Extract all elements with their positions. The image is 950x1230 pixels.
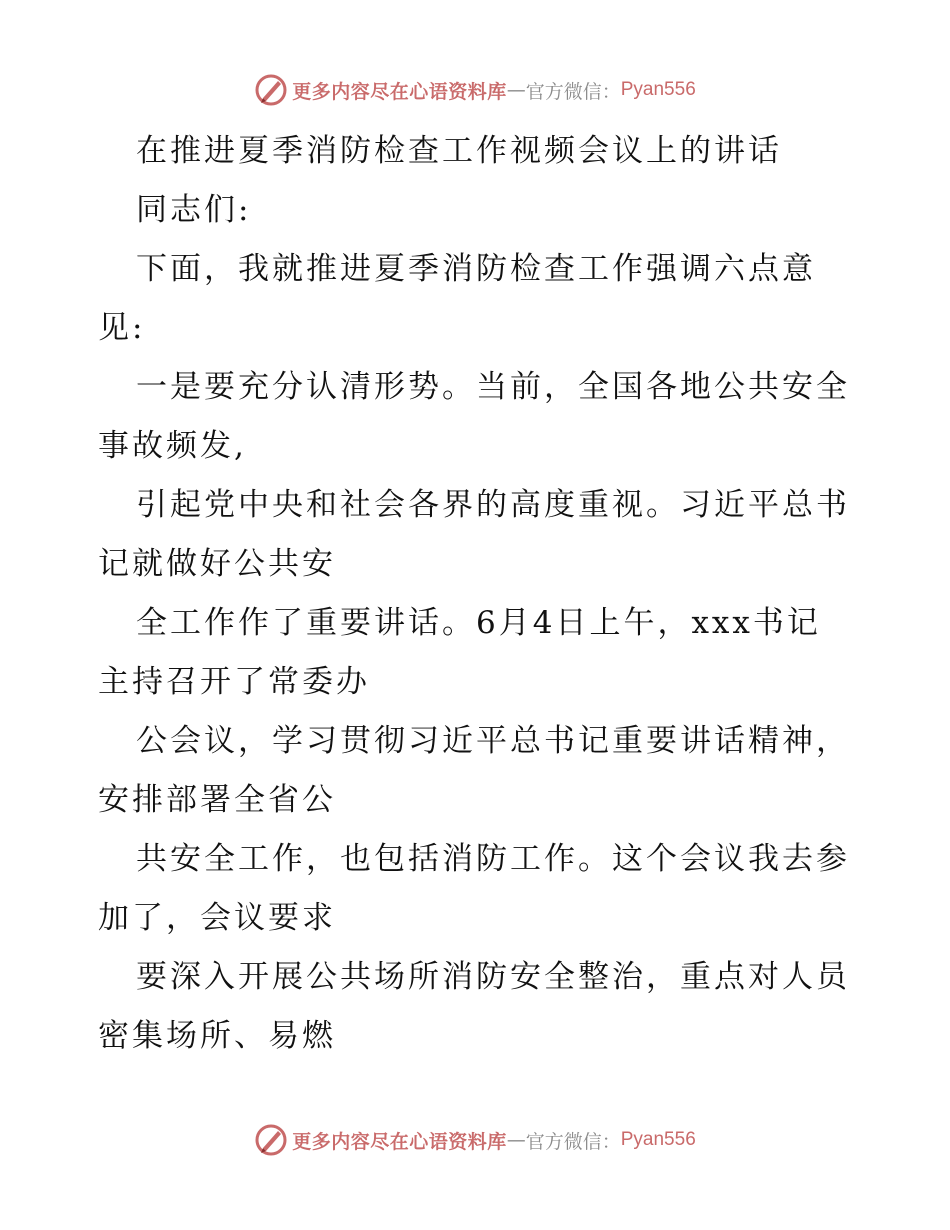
watermark-dash: — — [506, 79, 526, 101]
document-body — [98, 122, 868, 1066]
document-line: 加了，会议要求 — [98, 900, 336, 936]
pen-logo-icon — [254, 73, 288, 107]
document-line: 在推进夏季消防检查工作视频会议上的讲话 — [136, 133, 782, 169]
document-line: 事故频发, — [98, 428, 247, 464]
document-line: 公会议，学习贯彻习近平总书记重要讲话精神， — [136, 723, 850, 759]
document-line: 记就做好公共安 — [98, 546, 336, 582]
watermark-wechat-label: 官方微信： — [525, 1130, 621, 1153]
document-line: 引起党中央和社会各界的高度重视。习近平总书 — [136, 487, 850, 523]
watermark-wechat-label: 官方微信： — [525, 80, 621, 103]
pen-logo-icon — [254, 1123, 288, 1157]
watermark-wechat-id: Pyan556 — [620, 79, 696, 100]
header-watermark — [0, 70, 950, 110]
document-line: 见: — [98, 310, 146, 346]
document-line: 密集场所、易燃 — [98, 1018, 336, 1054]
watermark-wechat-id: Pyan556 — [620, 1129, 696, 1150]
footer-watermark — [0, 1120, 950, 1160]
document-line: 要深入开展公共场所消防安全整治，重点对人员 — [136, 959, 850, 995]
document-line: 一是要充分认清形势。当前，全国各地公共安全 — [136, 369, 850, 405]
document-line: 同志们: — [136, 192, 252, 228]
document-line: 主持召开了常委办 — [98, 664, 370, 700]
watermark-dash: — — [506, 1129, 526, 1151]
document-line: 全工作作了重要讲话。6月4日上午，xxx书记 — [136, 605, 821, 641]
document-line: 下面，我就推进夏季消防检查工作强调六点意 — [136, 251, 816, 287]
document-line: 安排部署全省公 — [98, 782, 336, 818]
watermark-brand-text: 更多内容尽在心语资料库 — [292, 80, 507, 103]
watermark-brand-text: 更多内容尽在心语资料库 — [292, 1130, 507, 1153]
document-line: 共安全工作，也包括消防工作。这个会议我去参 — [136, 841, 850, 877]
